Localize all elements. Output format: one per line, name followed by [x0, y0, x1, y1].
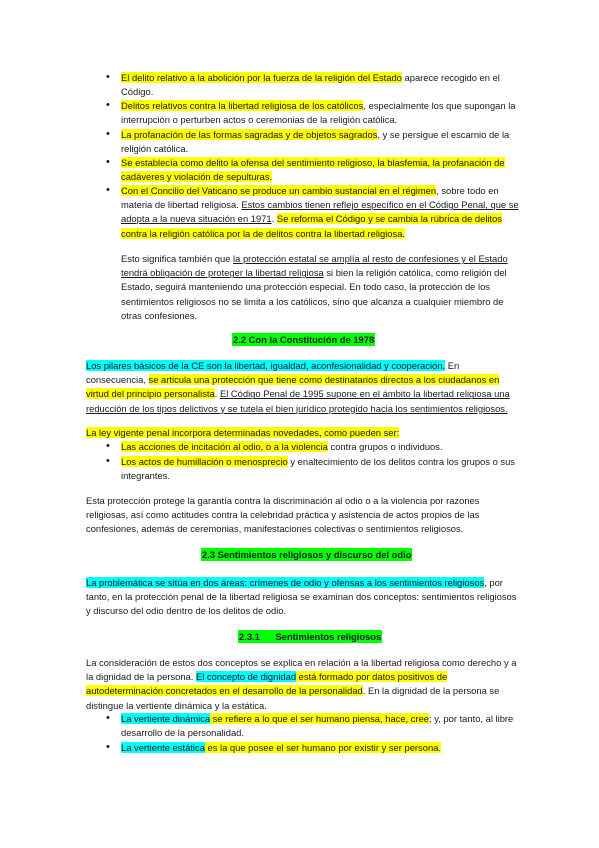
paragraph: Esta protección protege la garantía contra la discriminación al odio o a la violencia por razones religiosas, así como actitudes contra la celebridad práctica y asistencia de actos propios de las confesiones, además de ceremonias, manifestaciones colectivas o sentimientos religiosos. — [86, 495, 480, 535]
paragraph: La consideración de estos dos conceptos se explica en relación a la libertad religiosa como derecho y a la dignidad de la persona. El concepto de dignidad está formado por datos positivos de autodeterminación concretados en el desarrollo de la personalidad. En la dignidad de la persona se distingue la vertiente dinámica y la estática. — [86, 657, 517, 711]
cyan-highlighted-text: Los pilares básicos de la CE son la libertad, igualdad, aconfesionalidad y cooperación. — [86, 360, 446, 371]
list-item: Los actos de humillación o menosprecio y enaltecimiento de los delitos contra los grupos o sus integrantes. — [121, 456, 515, 482]
list-item: Las acciones de incitación al odio, o a la violencia contra grupos o individuos. — [121, 441, 443, 452]
list-item — [121, 99, 521, 127]
bullet: • — [106, 455, 110, 467]
paragraph: Los pilares básicos de la CE son la libertad, igualdad, aconfesionalidad y cooperación. En consecuencia, se articula una protección que tiene como destinatarios directos a los ciudadanos en virtud del principio personalista. El Código Penal de 1995 supone en el ámbito la libertad religiosa una reducción de los tipos delictivos y se tutela el bien jurídico protegido hacia los sentimientos religiosos. — [86, 360, 510, 414]
highlighted-text: se refiere a lo que el ser humano piensa, hace, cree — [210, 713, 430, 724]
cyan-highlighted-text: La vertiente estática — [121, 742, 205, 753]
bullet: • — [106, 712, 110, 724]
cyan-highlighted-text: La problemática se sitúa en dos áreas: crímenes de odio y ofensas a los sentimientos religiosos — [86, 577, 485, 588]
underlined-text: la protección estatal se amplía al resto de confesiones y el Estado tendrá obligación de proteger la libertad religiosa — [121, 253, 508, 279]
bullet: • — [106, 741, 110, 753]
highlighted-text: La ley vigente penal incorpora determinadas novedades, como pueden ser: — [86, 427, 400, 438]
list-item — [121, 128, 521, 156]
bullet: • — [106, 99, 110, 111]
section-heading: 2.3 Sentimientos religiosos y discurso del odio — [202, 549, 412, 560]
highlighted-text: es la que posee el ser humano por existir y ser persona. — [204, 742, 441, 753]
list-item — [121, 741, 521, 755]
paragraph — [86, 426, 518, 440]
highlighted-text: Se establecía como delito la ofensa del sentimiento religioso, la blasfemia, la profanación de cadáveres y violación de sepulturas. — [121, 157, 505, 183]
body-text: , especialmente los que supongan la interrupción o perturben actos o ceremonias de la religión católica. — [121, 100, 516, 126]
bullet: • — [106, 156, 110, 168]
body-text: aparece recogido en el Código. — [121, 72, 500, 98]
underlined-text: Estos cambios tienen reflejo específico en el Código Penal, que se adopta a la nueva situación en 1971 — [121, 199, 519, 225]
highlighted-text: se articula una protección que tiene como destinatarios directos a los ciudadanos en virtud del principio personalista — [86, 374, 500, 400]
bullet: • — [106, 128, 110, 140]
highlighted-text: Se reforma el Código y se cambia la rúbrica de delitos contra la religión católica por la de delitos contra la libertad religiosa. — [121, 213, 502, 239]
body-text: , y se persigue el escarnio de la religión católica. — [121, 129, 510, 155]
list-item: Con el Concilio del Vaticano se produce un cambio sustancial en el régimen, sobre todo en materia de libertad religiosa. Estos cambios tienen reflejo específico en el Código Penal, que se adopta a la nueva situación en 1971. Se reforma el Código y se cambia la rúbrica de delitos contra la religión católica por la de delitos contra la libertad religiosa. — [121, 185, 519, 239]
bullet: • — [106, 184, 110, 196]
underlined-text: El Código Penal de 1995 supone en el ámbito la libertad religiosa una reducción de los tipos delictivos y se tutela el bien jurídico protegido hacia los sentimientos religiosos. — [86, 388, 510, 414]
bullet: • — [106, 440, 110, 452]
highlighted-text: El delito relativo a la abolición por la fuerza de la religión del Estado — [121, 72, 402, 83]
bullet: • — [106, 71, 110, 83]
subsection-heading: 2.3.1 Sentimientos religiosos — [239, 631, 382, 642]
cyan-highlighted-text: La vertiente dinámica — [121, 713, 211, 724]
highlighted-text: Delitos relativos contra la libertad religiosa de los católicos — [121, 100, 364, 111]
paragraph: Esto significa también que la protección estatal se amplía al resto de confesiones y el Estado tendrá obligación de proteger la libertad religiosa si bien la religión católica, como religión del Estado, seguirá manteniendo una protección especial. En todo caso, la protección de los sentimientos religiosos no se limita a los católicos, sino que alcanza a cualquier miembro de otras confesiones. — [121, 253, 508, 321]
list-item: La vertiente dinámica se refiere a lo que el ser humano piensa, hace, cree; y, por tanto, al libre desarrollo de la personalidad. — [121, 713, 514, 739]
list-item — [121, 156, 521, 184]
highlighted-text: Los actos de humillación o menosprecio — [121, 456, 288, 467]
list-item — [121, 71, 521, 99]
highlighted-text: Las acciones de incitación al odio, o a la violencia — [121, 441, 328, 452]
section-heading: 2.2 Con la Constitución de 1978 — [233, 334, 375, 345]
cyan-highlighted-text: El concepto de dignidad — [195, 671, 297, 683]
paragraph: La problemática se sitúa en dos áreas: crímenes de odio y ofensas a los sentimientos religiosos, por tanto, en la protección penal de la libertad religiosa se examinan dos conceptos: sentimientos religiosos y discurso del odio dentro de los delitos de odio. — [86, 577, 517, 617]
highlighted-text: está formado por datos positivos de autodeterminación concretados en el desarrollo de la personalidad — [86, 671, 448, 697]
highlighted-text: Con el Concilio del Vaticano se produce un cambio sustancial en el régimen — [121, 185, 437, 196]
highlighted-text: La profanación de las formas sagradas y de objetos sagrados — [121, 129, 378, 140]
